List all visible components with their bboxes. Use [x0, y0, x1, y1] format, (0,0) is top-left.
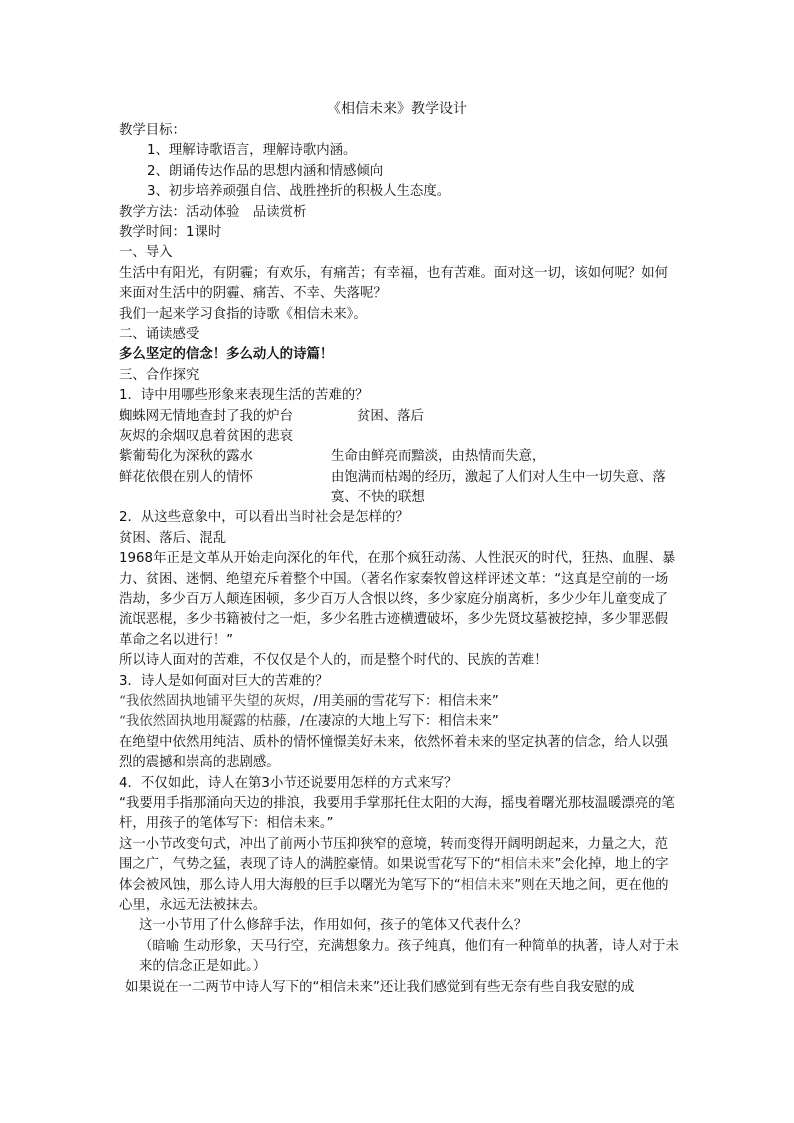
- objective-item-2: 2、朗诵传达作品的思想内涵和情感倾向: [147, 163, 384, 179]
- imagery-row: [119, 468, 679, 509]
- question-2-paragraph: 1968年正是文革从开始走向深化的年代，在那个疯狂动荡、人性泯灭的时代，狂热、血腥、暴力、贫困、迷惘、绝望充斥着整个中国。（著名作家秦牧曾这样评述文革：“这真是空前的一场浩劫，多少百万人颠连困顿，多少百万人含恨以终，多少家庭分崩离析，多少少年儿童变成了流氓恶棍，多少书籍被付之一炬，多少名胜古迹横遭破坏，多少先贤坟墓被挖掉，多少罪恶假革命之名以进行！”: [119, 551, 676, 648]
- imagery-row: [119, 427, 679, 447]
- question-2: 2．从这些意象中，可以看出当时社会是怎样的？: [119, 510, 409, 526]
- section-1-paragraph-2: 我们一起来学习食指的诗歌《相信未来》。: [119, 306, 367, 322]
- question-4-followup-answer: （暗喻 生动形象，天马行空，充满想象力。孩子纯真，他们有一种简单的执著，诗人对于未来的信念正是如此。）: [139, 938, 679, 975]
- poem-quote-2-b: /在凄凉的大地上写下：相信未来”: [299, 714, 499, 730]
- section-2-paragraph: 多么坚定的信念！多么动人的诗篇！: [119, 347, 334, 363]
- document-title: 《相信未来》教学设计: [327, 101, 467, 117]
- imagery-meaning: 贫困、落后: [357, 408, 424, 424]
- poem-quote-2: [119, 712, 679, 732]
- imagery-meaning: 生命由鲜亮而黯淡，由热情而失意，: [331, 449, 546, 465]
- question-4-text-c: ”则在天地之间，更在他的心里，永远无法被抹去。: [119, 877, 669, 914]
- imagery-row: [119, 447, 679, 467]
- section-2-heading: 二、诵读感受: [119, 326, 200, 342]
- section-5-start: 如果说在一二两节中诗人写下的“相信未来”还让我们感觉到有些无奈有些自我安慰的成: [125, 979, 635, 995]
- highlight-phrase: 相信未来: [500, 857, 555, 873]
- objectives-heading: 教学目标：: [119, 123, 186, 138]
- imagery-text: 鲜花依偎在别人的情怀: [119, 469, 253, 485]
- question-4-followup: 这一小节用了什么修辞手法，作用如何，孩子的笔体又代表什么？: [139, 918, 528, 934]
- question-3-paragraph: 在绝望中依然用纯洁、质朴的情怀憧憬美好未来，依然怀着未来的坚定执著的信念，给人以强烈的震撼和崇高的悲剧感。: [119, 734, 669, 771]
- poem-quote-1-a: “我依然固执地铺平失望的灰烬，: [119, 694, 314, 710]
- poem-quote-2-a: “我依然固执地用凝露的枯藤，: [119, 714, 300, 730]
- poem-quote-3: “我要用手指那涌向天边的排浪，我要用手掌那托住太阳的大海，摇曳着曙光那枝温暖漂亮的笔杆，用孩子的笔体写下：相信未来。”: [119, 796, 675, 832]
- question-1: 1．诗中用哪些形象来表现生活的苦难的？: [119, 388, 369, 404]
- question-4-text-a: 这一小节改变句式，冲出了前两小节压抑狭窄的意境，转而变得开阔明朗起来，力量之大，范围之广，气势之猛，表现了诗人的满腔豪情。如果说雪花写下的“: [119, 836, 669, 873]
- imagery-row: [119, 407, 679, 427]
- imagery-text: 蜘蛛网无情地查封了我的炉台: [119, 408, 294, 424]
- question-3: 3．诗人是如何面对巨大的苦难的？: [119, 673, 329, 689]
- question-4: 4．不仅如此，诗人在第3小节还说要用怎样的方式来写？: [119, 775, 458, 791]
- section-1-paragraph: 生活中有阳光，有阴霾；有欢乐，有痛苦；有幸福，也有苦难。面对这一切，该如何呢？如何来面对生活中的阴霾、痛苦、不幸、失落呢？: [119, 265, 669, 302]
- highlight-phrase: 相信未来: [460, 877, 515, 893]
- question-2-answer: 贫困、落后、混乱: [119, 530, 227, 546]
- imagery-text: 灰烬的余烟叹息着贫困的悲哀: [119, 428, 294, 444]
- question-4-paragraph: [119, 835, 679, 917]
- imagery-meaning: 由饱满而枯竭的经历，激起了人们对人生中一切失意、落寞、不快的联想: [331, 469, 666, 506]
- objective-item-1: 1、理解诗歌语言，理解诗歌内涵。: [147, 143, 357, 159]
- question-4-text-b: ”会化掉，地上的字体会被风蚀，那么诗人用大海般的巨手以曙光为笔写下的“: [119, 857, 669, 893]
- section-3-heading: 三、合作探究: [119, 367, 200, 383]
- imagery-text: 紫葡萄化为深秋的露水: [119, 449, 253, 465]
- poem-quote-1-b: /用美丽的雪花写下：相信未来”: [313, 694, 499, 710]
- teaching-method: 教学方法：活动体验 品读赏析: [119, 204, 307, 220]
- teaching-time: 教学时间：1课时: [119, 224, 222, 240]
- poem-quote-1: [119, 692, 679, 712]
- question-2-conclusion: 所以诗人面对的苦难，不仅仅是个人的，而是整个时代的、民族的苦难！: [119, 653, 548, 669]
- section-1-heading: 一、导入: [119, 245, 173, 261]
- objective-item-3: 3、初步培养顽强自信、战胜挫折的积极人生态度。: [147, 184, 451, 200]
- document-body: [119, 121, 679, 998]
